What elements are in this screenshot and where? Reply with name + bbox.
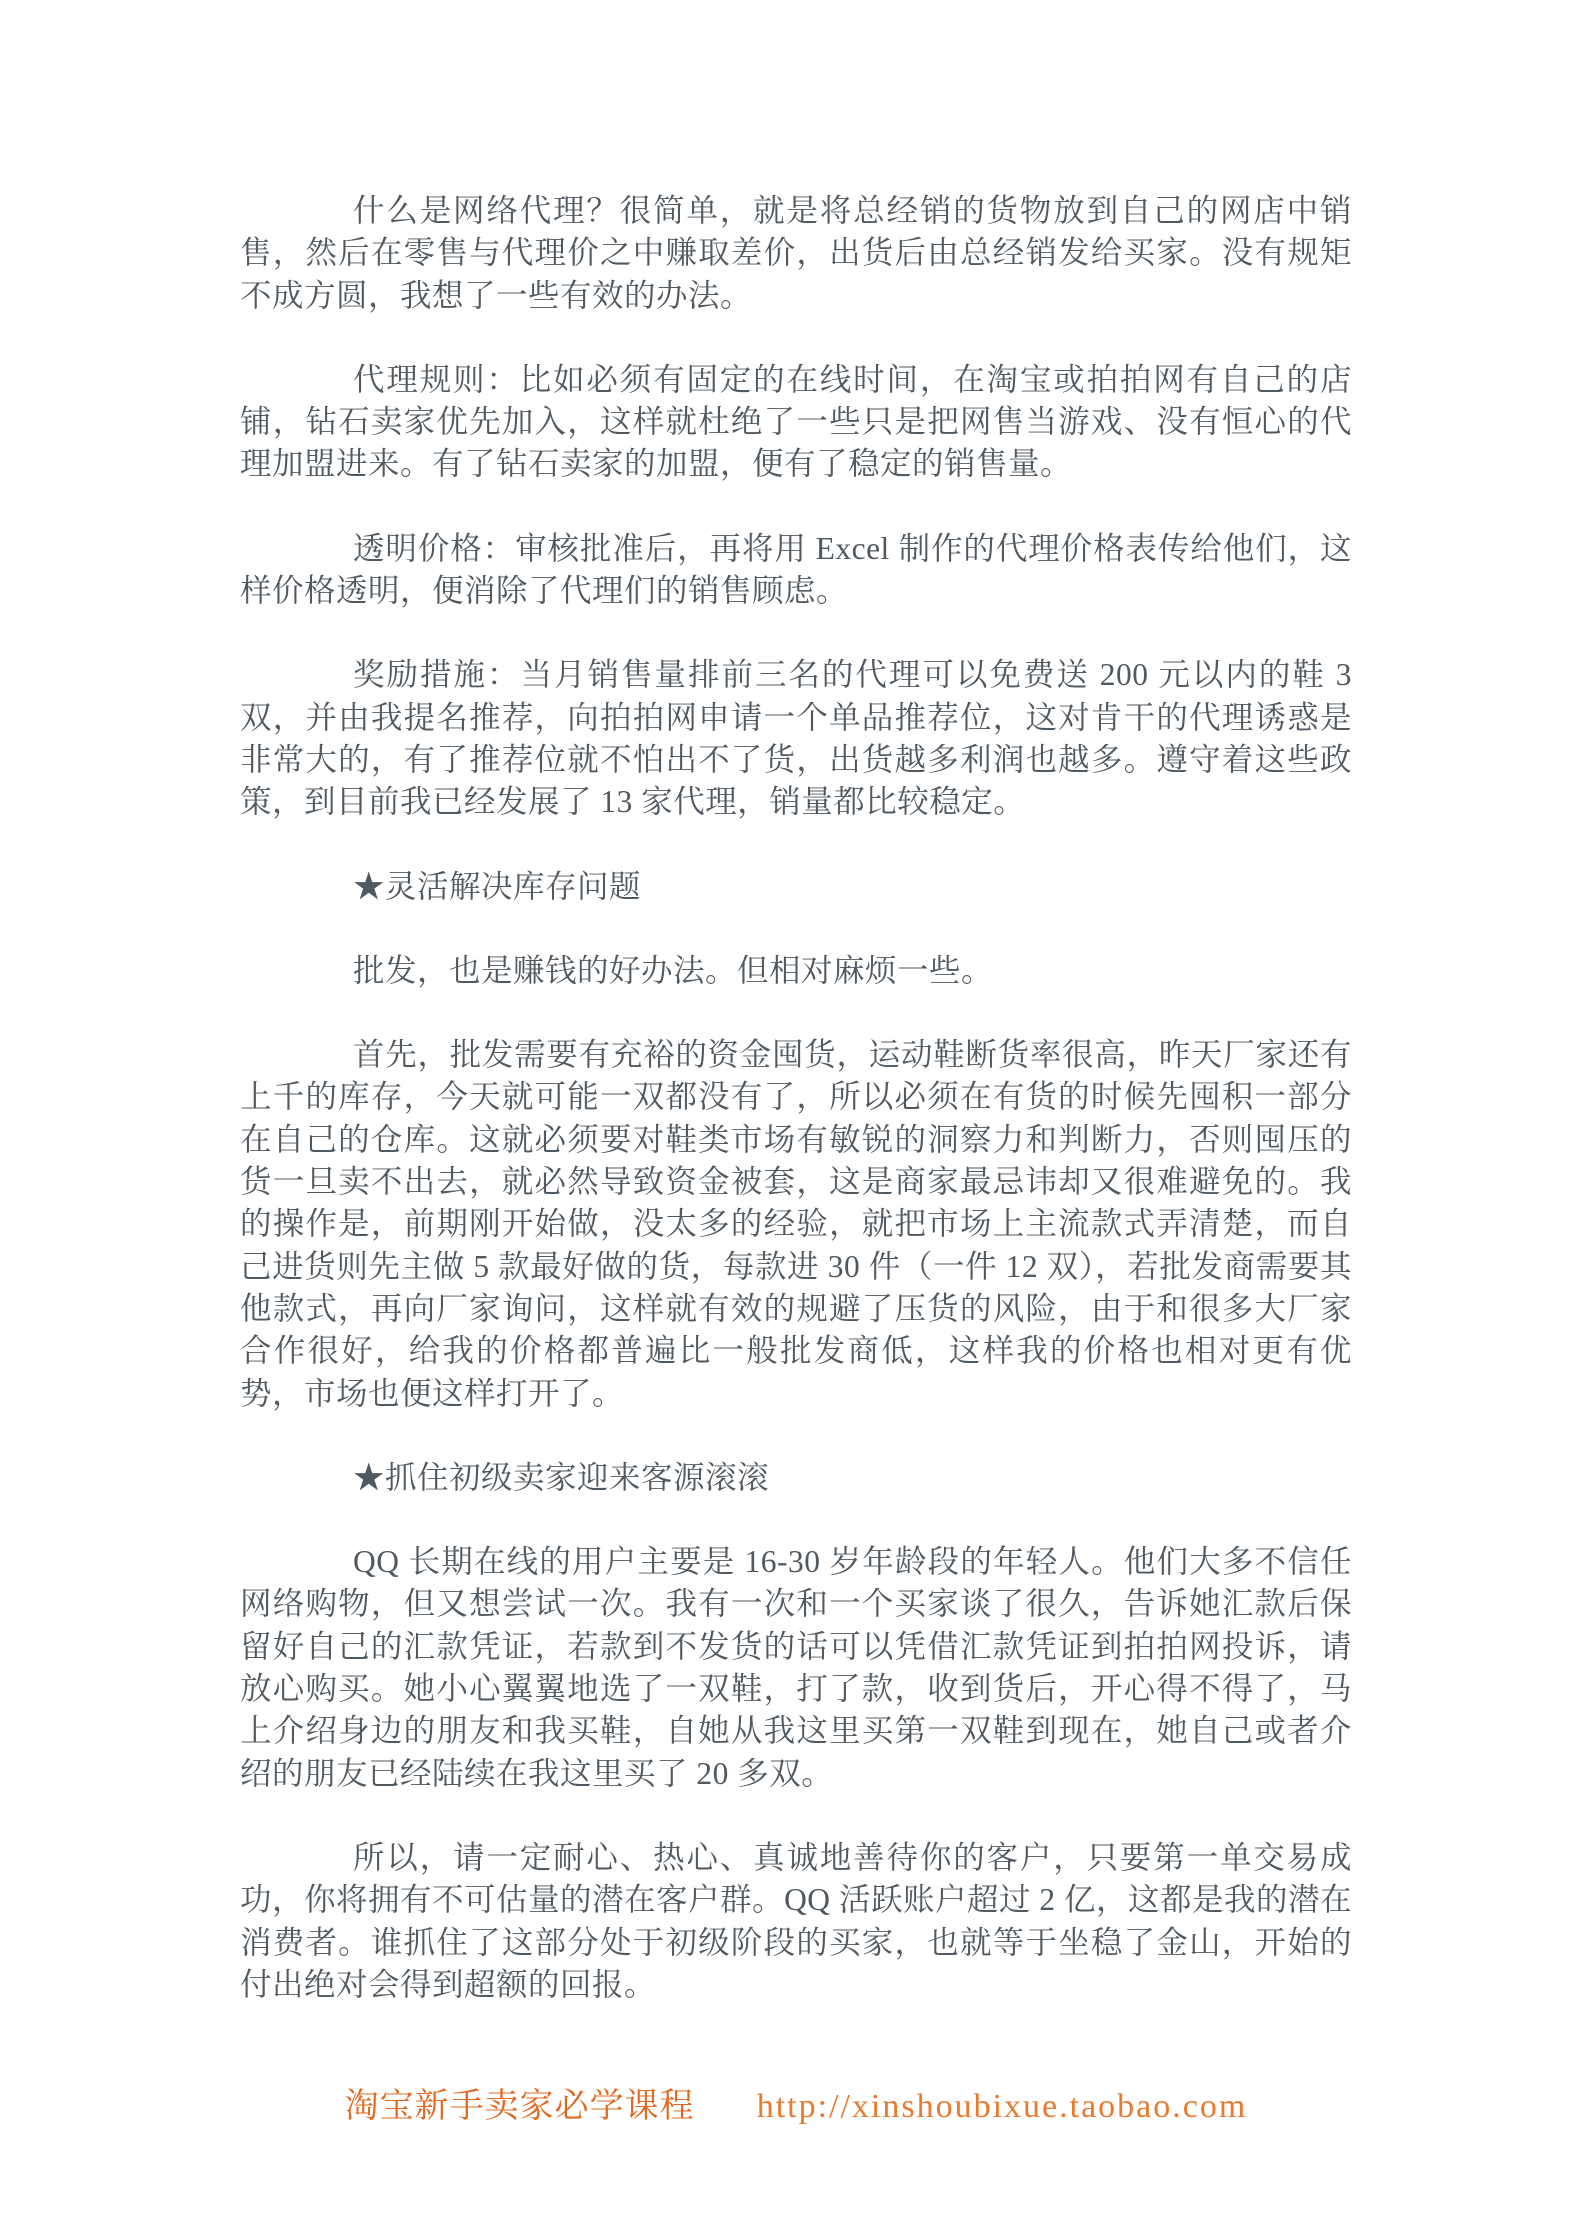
section-heading-novice-buyers: ★抓住初级卖家迎来客源滚滚: [353, 1459, 770, 1495]
paragraph-treat-customers: 所以，请一定耐心、热心、真诚地善待你的客户，只要第一单交易成功，你将拥有不可估量的潜在客户群。QQ 活跃账户超过 2 亿，这都是我的潜在消费者。谁抓住了这部分处于初级阶段的买家，也就等于坐稳了金山，开始的付出绝对会得到超额的回报。: [240, 1839, 1352, 2002]
footer-course-label: 淘宝新手卖家必学课程: [344, 2088, 695, 2125]
paragraph-wholesale-intro: 批发，也是赚钱的好办法。但相对麻烦一些。: [353, 952, 994, 988]
paragraph-incentives: 奖励措施：当月销售量排前三名的代理可以免费送 200 元以内的鞋 3 双，并由我提名推荐，向拍拍网申请一个单品推荐位，这对肯干的代理诱惑是非常大的，有了推荐位就不怕出不了货，出货越多利润也越多。遵守着这些政策，到目前我已经发展了 13 家代理，销量都比较稳定。: [240, 657, 1352, 820]
paragraph-transparent-pricing: 透明价格：审核批准后，再将用 Excel 制作的代理价格表传给他们，这样价格透明，便消除了代理们的销售顾虑。: [240, 530, 1352, 609]
paragraph-what-is-agency: 什么是网络代理？很简单，就是将总经销的货物放到自己的网店中销售，然后在零售与代理价之中赚取差价，出货后由总经销发给买家。没有规矩不成方圆，我想了一些有效的办法。: [240, 193, 1352, 313]
paragraph-wholesale-detail: 首先，批发需要有充裕的资金囤货，运动鞋断货率很高，昨天厂家还有上千的库存，今天就可能一双都没有了，所以必须在有货的时候先囤积一部分在自己的仓库。这就必须要对鞋类市场有敏锐的洞察力和判断力，否则囤压的货一旦卖不出去，就必然导致资金被套，这是商家最忌讳却又很难避免的。我的操作是，前期刚开始做，没太多的经验，就把市场上主流款式弄清楚，而自己进货则先主做 5 款最好做的货，每款进 30 件（一件 12 双），若批发商需要其他款式，再向厂家询问，这样就有效的规避了压货的风险，由于和很多大厂家合作很好，给我的价格都普遍比一般批发商低，这样我的价格也相对更有优势，市场也便这样打开了。: [240, 1037, 1352, 1411]
page-footer: [240, 2078, 1352, 2127]
document-body: [240, 190, 1352, 2048]
paragraph-agency-rules: 代理规则：比如必须有固定的在线时间，在淘宝或拍拍网有自己的店铺，钻石卖家优先加入，这样就杜绝了一些只是把网售当游戏、没有恒心的代理加盟进来。有了钻石卖家的加盟，便有了稳定的销售量。: [240, 361, 1352, 482]
paragraph-qq-users: QQ 长期在线的用户主要是 16-30 岁年龄段的年轻人。他们大多不信任网络购物，但又想尝试一次。我有一次和一个买家谈了很久，告诉她汇款后保留好自己的汇款凭证，若款到不发货的话可以凭借汇款凭证到拍拍网投诉，请放心购买。她小心翼翼地选了一双鞋，打了款，收到货后，开心得不得了，马上介绍身边的朋友和我买鞋，自她从我这里买第一双鞋到现在，她自己或者介绍的朋友已经陆续在我这里买了 20 多双。: [240, 1544, 1352, 1791]
section-heading-inventory: ★灵活解决库存问题: [353, 868, 642, 904]
footer-url: http://xinshoubixue.taobao.com: [756, 2088, 1248, 2125]
